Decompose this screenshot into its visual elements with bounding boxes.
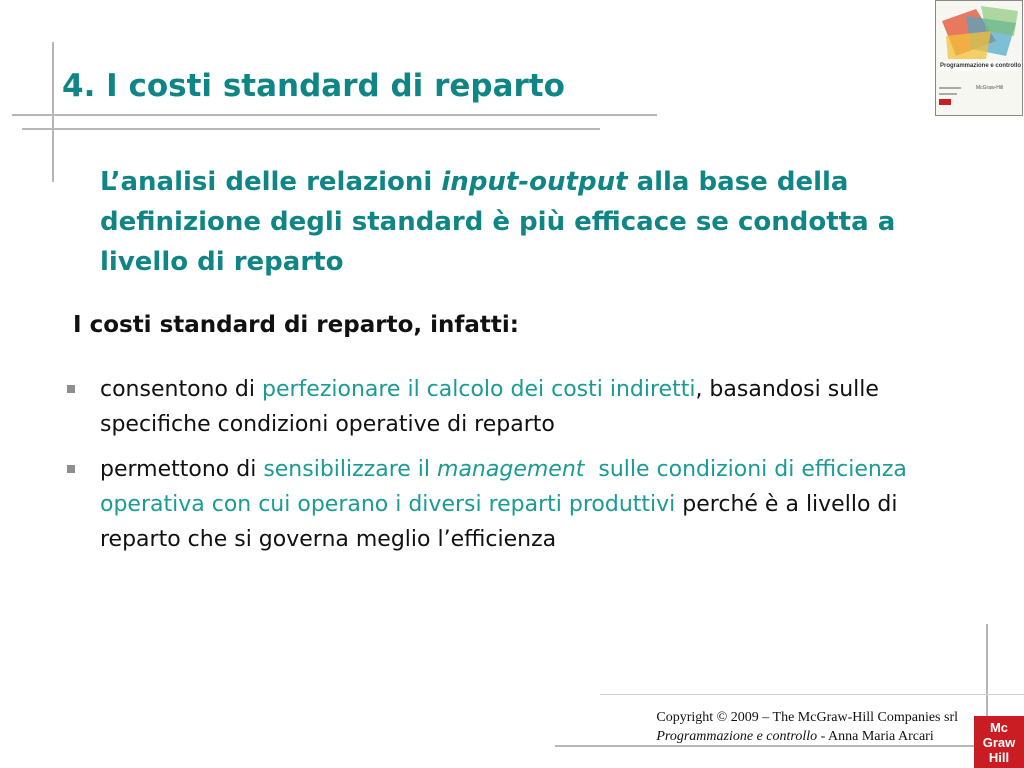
bullet-highlight-italic: management xyxy=(437,457,585,482)
footer-credit xyxy=(656,727,958,746)
horizontal-line-footer-upper xyxy=(600,694,1024,695)
bullet-list xyxy=(65,372,965,567)
slide-title: 4. I costi standard di reparto xyxy=(62,68,565,104)
footer-author: Anna Maria Arcari xyxy=(828,729,934,744)
bullet-highlight-b: sulle condizioni di efficienza operativa con cui operano i diversi reparti produttivi xyxy=(100,457,914,517)
square-bullet-icon xyxy=(67,385,75,393)
footer xyxy=(656,708,958,746)
bullet-lead: permettono di xyxy=(100,457,264,482)
horizontal-line-title xyxy=(12,114,657,116)
bullet-lead: consentono di xyxy=(100,377,262,402)
intro-paragraph xyxy=(100,162,960,282)
mcgraw-hill-logo xyxy=(974,716,1024,768)
intro-text-start: L’analisi delle relazioni xyxy=(100,167,442,197)
list-item xyxy=(65,452,965,557)
logo-line-2: Graw xyxy=(982,735,1016,750)
book-cover-publisher: McGraw-Hill xyxy=(976,85,1004,91)
footer-book-title: Programmazione e controllo xyxy=(656,729,818,744)
bullet-highlight: perfezionare il calcolo dei costi indiretti xyxy=(262,377,696,402)
book-cover-image xyxy=(935,0,1023,116)
footer-separator: - xyxy=(817,729,828,744)
copyright-text: Copyright © 2009 – The McGraw-Hill Companies srl xyxy=(656,710,958,725)
square-bullet-icon xyxy=(67,465,75,473)
book-cover-art-icon xyxy=(936,1,1022,115)
logo-line-3: Hill xyxy=(988,750,1010,765)
logo-line-1: Mc xyxy=(989,720,1009,735)
vertical-line-top xyxy=(52,42,54,182)
list-item xyxy=(65,372,965,442)
bullet-highlight-a: sensibilizzare il xyxy=(263,457,438,482)
intro-text-end: alla base della definizione degli standard è più efficace se condotta a livello di reparto xyxy=(100,167,896,277)
book-cover-title: Programmazione e controllo xyxy=(940,63,1022,69)
subheading: I costi standard di reparto, infatti: xyxy=(73,312,519,338)
bullet-rest: perché è a livello di reparto che si governa meglio l’efficienza xyxy=(100,492,898,552)
horizontal-line-title-lower xyxy=(22,128,600,130)
bullet-rest: , basandosi sulle specifiche condizioni operative di reparto xyxy=(100,377,879,437)
intro-text-italic: input-output xyxy=(441,167,628,197)
